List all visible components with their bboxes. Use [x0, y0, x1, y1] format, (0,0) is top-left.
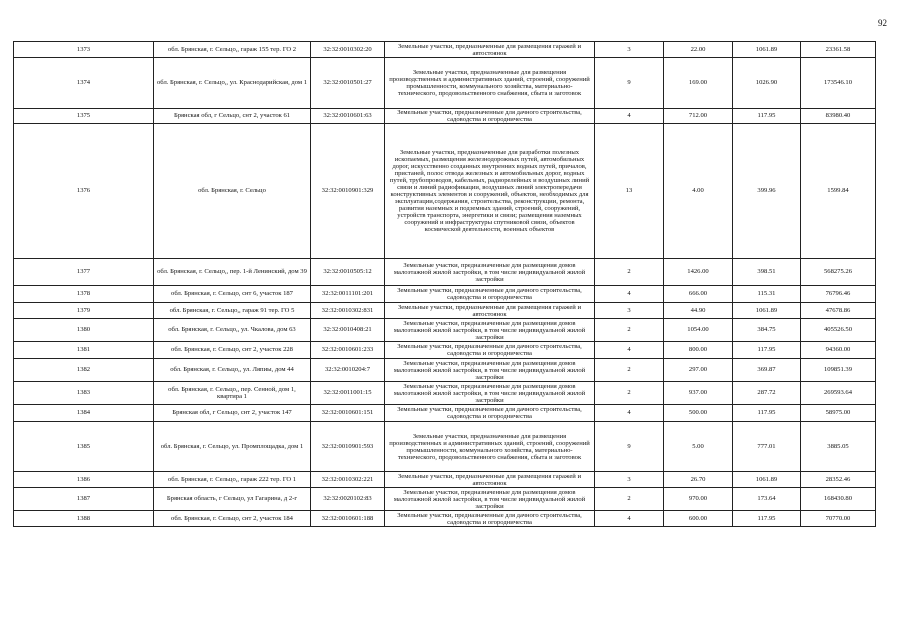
specific-value-cell: 117.95	[733, 109, 801, 124]
cadastral-value-cell: 83980.40	[801, 109, 876, 124]
table-row	[14, 42, 876, 58]
row-number-cell: 1387	[14, 488, 154, 511]
cadastral-number-cell: 32:32:0010901:329	[311, 124, 385, 259]
address-cell: обл. Брянская, г. Сельцо, ул. Промплощадка, дом 1	[154, 422, 311, 472]
table-row	[14, 342, 876, 359]
cadastral-number-cell: 32:32:0010901:593	[311, 422, 385, 472]
specific-value-cell: 1061.89	[733, 42, 801, 58]
use-group-cell: 2	[595, 382, 664, 405]
area-cell: 712.00	[664, 109, 733, 124]
use-group-cell: 3	[595, 472, 664, 488]
table-row	[14, 422, 876, 472]
row-number-cell: 1388	[14, 511, 154, 527]
address-cell: Брянская обл, г Сельцо, снт 2, участок 147	[154, 405, 311, 422]
table-row	[14, 58, 876, 109]
address-cell: обл. Брянская, г. Сельцо,, пер. 1-й Ленинский, дом 39	[154, 259, 311, 286]
area-cell: 1054.00	[664, 319, 733, 342]
area-cell: 937.00	[664, 382, 733, 405]
use-group-cell: 2	[595, 488, 664, 511]
page-number: 92	[878, 18, 887, 28]
address-cell: обл. Брянская, г. Сельцо	[154, 124, 311, 259]
address-cell: обл. Брянская, г. Сельцо,, гараж 91 тер. ГО 5	[154, 303, 311, 319]
table-row	[14, 109, 876, 124]
row-number-cell: 1379	[14, 303, 154, 319]
specific-value-cell: 287.72	[733, 382, 801, 405]
cadastral-value-cell: 168430.80	[801, 488, 876, 511]
cadastral-number-cell: 32:32:0010302:831	[311, 303, 385, 319]
use-group-cell: 4	[595, 405, 664, 422]
specific-value-cell: 399.96	[733, 124, 801, 259]
land-use-cell: Земельные участки, предназначенные для разработки полезных ископаемых, размещения железнодорожных путей, автомобильных дорог, искусственно созданных внутренних водных путей, причалов, пристаней, полос отвода железных и автомобильных дорог, водных путей, трубопроводов, кабельных, радиорелейных и воздушных линий связи и линий радиофикации, воздушных линий электропередачи конструктивных элементов и сооружений, объектов, необходимых для эксплуатации,содержания, строительства, реконструкции, ремонта, развития наземных и подземных зданий, строений, сооружений, устройств транспорта, энергетики и связи; размещения наземных сооружений и инфраструктуры спутниковой связи, объектов космической деятельности, военных объектов	[385, 124, 595, 259]
specific-value-cell: 115.31	[733, 286, 801, 303]
area-cell: 26.70	[664, 472, 733, 488]
cadastral-number-cell: 32:32:0010601:233	[311, 342, 385, 359]
cadastral-value-cell: 70770.00	[801, 511, 876, 527]
land-use-cell: Земельные участки, предназначенные для размещения гаражей и автостоянок	[385, 42, 595, 58]
land-use-cell: Земельные участки, предназначенные для размещения домов малоэтажной жилой застройки, в том числе индивидуальной жилой застройки	[385, 488, 595, 511]
specific-value-cell: 117.95	[733, 342, 801, 359]
cadastral-number-cell: 32:32:0010204:7	[311, 359, 385, 382]
use-group-cell: 3	[595, 42, 664, 58]
cadastral-number-cell: 32:32:0010505:12	[311, 259, 385, 286]
specific-value-cell: 384.75	[733, 319, 801, 342]
cadastral-number-cell: 32:32:0011001:15	[311, 382, 385, 405]
address-cell: обл. Брянская, г. Сельцо,, ул. Ляпиы, дом 44	[154, 359, 311, 382]
specific-value-cell: 398.51	[733, 259, 801, 286]
specific-value-cell: 1026.90	[733, 58, 801, 109]
cadastral-value-cell: 28352.46	[801, 472, 876, 488]
area-cell: 666.00	[664, 286, 733, 303]
area-cell: 600.00	[664, 511, 733, 527]
cadastral-value-cell: 109851.39	[801, 359, 876, 382]
area-cell: 1426.00	[664, 259, 733, 286]
specific-value-cell: 117.95	[733, 511, 801, 527]
cadastral-value-cell: 47678.86	[801, 303, 876, 319]
use-group-cell: 2	[595, 259, 664, 286]
area-cell: 970.00	[664, 488, 733, 511]
land-use-cell: Земельные участки, предназначенные для размещения производственных и административных зданий, строений, сооружений промышленности, коммунального хозяйства, материально-технического, продовольственного снабжения, сбыта и заготовок	[385, 422, 595, 472]
use-group-cell: 2	[595, 319, 664, 342]
table-row	[14, 259, 876, 286]
table-row	[14, 511, 876, 527]
table-row	[14, 359, 876, 382]
land-use-cell: Земельные участки, предназначенные для размещения домов малоэтажной жилой застройки, в том числе индивидуальной жилой застройки	[385, 259, 595, 286]
cadastral-value-cell: 1599.84	[801, 124, 876, 259]
row-number-cell: 1375	[14, 109, 154, 124]
land-use-cell: Земельные участки, предназначенные для дачного строительства, садоводства и огородничества	[385, 286, 595, 303]
use-group-cell: 2	[595, 359, 664, 382]
land-use-cell: Земельные участки, предназначенные для размещения домов малоэтажной жилой застройки, в том числе индивидуальной жилой застройки	[385, 319, 595, 342]
row-number-cell: 1378	[14, 286, 154, 303]
row-number-cell: 1384	[14, 405, 154, 422]
table-row	[14, 286, 876, 303]
land-use-cell: Земельные участки, предназначенные для дачного строительства, садоводства и огородничества	[385, 511, 595, 527]
land-use-cell: Земельные участки, предназначенные для размещения домов малоэтажной жилой застройки, в том числе индивидуальной жилой застройки	[385, 359, 595, 382]
land-use-cell: Земельные участки, предназначенные для дачного строительства, садоводства и огородничества	[385, 342, 595, 359]
cadastral-value-cell: 23361.58	[801, 42, 876, 58]
land-use-cell: Земельные участки, предназначенные для размещения домов малоэтажной жилой застройки, в том числе индивидуальной жилой застройки	[385, 382, 595, 405]
specific-value-cell: 369.87	[733, 359, 801, 382]
table-row	[14, 488, 876, 511]
address-cell: обл. Брянская, г. Сельцо,, ул. Краснодарийская, дом 1	[154, 58, 311, 109]
row-number-cell: 1382	[14, 359, 154, 382]
table-row	[14, 303, 876, 319]
cadastral-number-cell: 32:32:0010501:27	[311, 58, 385, 109]
use-group-cell: 3	[595, 303, 664, 319]
row-number-cell: 1373	[14, 42, 154, 58]
address-cell: обл. Брянская, г. Сельцо,, гараж 155 тер. ГО 2	[154, 42, 311, 58]
area-cell: 169.00	[664, 58, 733, 109]
cadastral-number-cell: 32:32:0010601:151	[311, 405, 385, 422]
specific-value-cell: 117.95	[733, 405, 801, 422]
cadastral-number-cell: 32:32:0010408:21	[311, 319, 385, 342]
cadastral-number-cell: 32:32:0011101:201	[311, 286, 385, 303]
address-cell: обл. Брянская, г. Сельцо,, гараж 222 тер. ГО 1	[154, 472, 311, 488]
row-number-cell: 1377	[14, 259, 154, 286]
table-row	[14, 405, 876, 422]
cadastral-value-cell: 568275.26	[801, 259, 876, 286]
area-cell: 297.00	[664, 359, 733, 382]
use-group-cell: 13	[595, 124, 664, 259]
area-cell: 44.90	[664, 303, 733, 319]
cadastral-number-cell: 32:32:0020102:83	[311, 488, 385, 511]
cadastral-value-cell: 94360.00	[801, 342, 876, 359]
cadastral-value-cell: 173546.10	[801, 58, 876, 109]
row-number-cell: 1374	[14, 58, 154, 109]
table-row	[14, 382, 876, 405]
row-number-cell: 1386	[14, 472, 154, 488]
cadastral-number-cell: 32:32:0010601:188	[311, 511, 385, 527]
cadastral-value-cell: 405526.50	[801, 319, 876, 342]
specific-value-cell: 777.01	[733, 422, 801, 472]
area-cell: 22.00	[664, 42, 733, 58]
row-number-cell: 1381	[14, 342, 154, 359]
address-cell: обл. Брянская, г. Сельцо, снт 2, участок 228	[154, 342, 311, 359]
cadastral-value-cell: 3885.05	[801, 422, 876, 472]
specific-value-cell: 173.64	[733, 488, 801, 511]
land-use-cell: Земельные участки, предназначенные для дачного строительства, садоводства и огородничества	[385, 109, 595, 124]
table-row	[14, 124, 876, 259]
cadastral-value-cell: 58975.00	[801, 405, 876, 422]
row-number-cell: 1376	[14, 124, 154, 259]
land-use-cell: Земельные участки, предназначенные для размещения гаражей и автостоянок	[385, 472, 595, 488]
cadastral-number-cell: 32:32:0010302:221	[311, 472, 385, 488]
land-use-cell: Земельные участки, предназначенные для размещения производственных и административных зданий, строений, сооружений промышленности, коммунального хозяйства, материально-технического, продовольственного снабжения, сбыта и заготовок	[385, 58, 595, 109]
address-cell: обл. Брянская, г. Сельцо, снт 2, участок 184	[154, 511, 311, 527]
cadastral-value-table	[13, 41, 876, 527]
address-cell: обл. Брянская, г. Сельцо,, ул. Чкалова, дом 63	[154, 319, 311, 342]
table-row	[14, 472, 876, 488]
area-cell: 5.00	[664, 422, 733, 472]
land-use-cell: Земельные участки, предназначенные для дачного строительства, садоводства и огородничества	[385, 405, 595, 422]
cadastral-number-cell: 32:32:0010302:20	[311, 42, 385, 58]
area-cell: 800.00	[664, 342, 733, 359]
use-group-cell: 9	[595, 58, 664, 109]
row-number-cell: 1383	[14, 382, 154, 405]
table-row	[14, 319, 876, 342]
address-cell: Брянская обл, г Сельцо, снт 2, участок 61	[154, 109, 311, 124]
address-cell: обл. Брянская, г. Сельцо, снт 6, участок 187	[154, 286, 311, 303]
address-cell: обл. Брянская, г. Сельцо,, пер. Сенной, дом 1, квартира 1	[154, 382, 311, 405]
use-group-cell: 9	[595, 422, 664, 472]
row-number-cell: 1385	[14, 422, 154, 472]
area-cell: 500.00	[664, 405, 733, 422]
use-group-cell: 4	[595, 342, 664, 359]
use-group-cell: 4	[595, 511, 664, 527]
use-group-cell: 4	[595, 286, 664, 303]
cadastral-number-cell: 32:32:0010601:63	[311, 109, 385, 124]
row-number-cell: 1380	[14, 319, 154, 342]
land-use-cell: Земельные участки, предназначенные для размещения гаражей и автостоянок	[385, 303, 595, 319]
specific-value-cell: 1061.89	[733, 472, 801, 488]
area-cell: 4.00	[664, 124, 733, 259]
address-cell: Брянская область, г Сельцо, ул Гагарина, д 2-г	[154, 488, 311, 511]
cadastral-value-cell: 76796.46	[801, 286, 876, 303]
use-group-cell: 4	[595, 109, 664, 124]
cadastral-value-cell: 269593.64	[801, 382, 876, 405]
specific-value-cell: 1061.89	[733, 303, 801, 319]
